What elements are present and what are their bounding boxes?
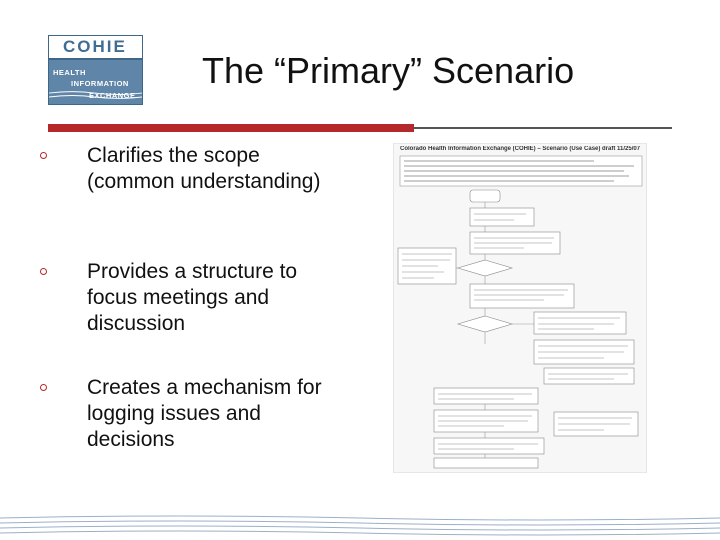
flowchart-title: Colorado Health Information Exchange (COHIE) – Scenario (Use Case) draft 11/25/07 — [400, 146, 641, 152]
logo-wave-lines — [49, 90, 142, 102]
bullet-marker-icon — [40, 268, 47, 275]
slide-title: The “Primary” Scenario — [202, 50, 575, 91]
footer-wave-lines — [0, 512, 720, 540]
logo-word-health: HEALTH — [53, 68, 86, 77]
logo-banner — [49, 36, 142, 60]
logo-word-exchange: EXCHANGE — [89, 91, 136, 100]
logo-word-information: INFORMATION — [71, 79, 129, 88]
title-rule-thin — [414, 127, 672, 129]
bullet-text: Creates a mechanism for logging issues and decisions — [87, 376, 322, 451]
bullet-text: Clarifies the scope (common understanding) — [87, 144, 321, 193]
bullet-marker-icon — [40, 384, 47, 391]
cohie-logo — [48, 35, 143, 105]
flowchart-diagram — [394, 144, 648, 474]
bullet-marker-icon — [40, 152, 47, 159]
scenario-flowchart-image — [393, 143, 647, 473]
bullet-text: Provides a structure to focus meetings and discussion — [87, 260, 298, 335]
logo-title: COHIE — [63, 37, 127, 56]
title-rule-accent — [48, 124, 414, 132]
